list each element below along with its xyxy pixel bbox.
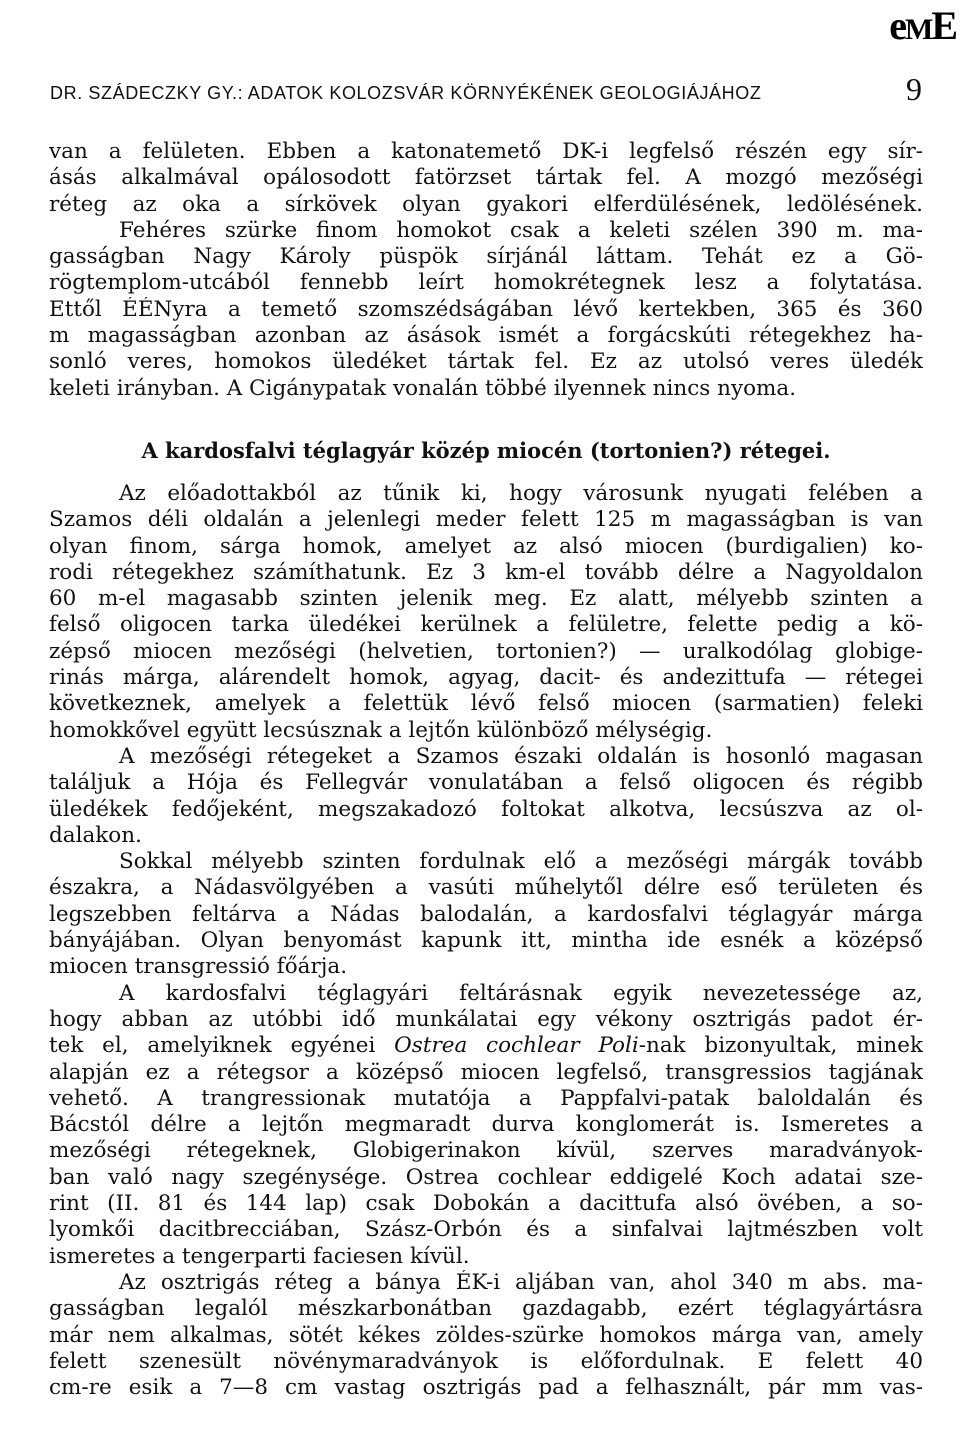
text-line: rinás márga, alárendelt homok, agyag, dacit- és andezittufa — rétegei (49, 665, 923, 691)
body-text-main (49, 481, 923, 1401)
text-line: van a felületen. Ebben a katonatemető DK-i legfelső részén egy sír- (49, 139, 923, 164)
text-line: dalakon. (49, 822, 142, 848)
text-line: hogy abban az utóbbi idő munkálatai egy vékony osztrigás padot ér- (49, 1006, 923, 1032)
text-line: mezőségi rétegeknek, Globigerinakon kívül, szerves maradványok- (49, 1138, 923, 1164)
text-line: ásás alkalmával opálosodott fatörzset tártak fel. A mozgó mezőségi (49, 165, 923, 191)
text-line: már nem alkalmas, sötét kékes zöldes-szürke homokos márga van, amely (49, 1322, 923, 1348)
text-line: réteg az oka a sírkövek olyan gyakori elferdülésének, ledölésének. (49, 191, 923, 217)
text-line: következnek, amelyek a felettük lévő felső miocen (sarmatien) feleki (49, 691, 923, 717)
text-line: olyan finom, sárga homok, amelyet az alsó miocen (burdigalien) ko- (49, 533, 923, 559)
text-line: keleti irányban. A Cigánypatak vonalán többé ilyennek nincs nyoma. (49, 375, 797, 401)
text-line: Sokkal mélyebb szinten fordulnak elő a mezőségi márgák tovább (119, 849, 923, 875)
text-line: felső oligocen tarka üledékei kerülnek a felületre, felette pedig a kö- (49, 612, 923, 638)
text-line: találjuk a Hója és Fellegvár vonulatában a felső oligocen és régibb (49, 770, 923, 796)
text-line: északra, a Nádasvölgyében a vasúti műhelytől délre eső területen és (49, 875, 923, 901)
text-line: rodi rétegekhez számíthatunk. Ez 3 km-el tovább délre a Nagyoldalon (49, 559, 923, 585)
text-line: bányájában. Olyan benyomást kapunk itt, mintha ide esnék a középső (49, 928, 923, 954)
text-line: Az előadottakból az tűnik ki, hogy városunk nyugati felében a (119, 481, 923, 506)
species-name: Ostrea cochlear Poli (394, 1033, 639, 1059)
text-line: homokkővel együtt lecsúsznak a lejtőn különböző mélységig. (49, 717, 713, 743)
text-line: Fehéres szürke finom homokot csak a keleti szélen 390 m. ma- (119, 217, 923, 243)
section-heading: A kardosfalvi téglagyár közép miocén (tortonien?) rétegei. (141, 438, 831, 463)
text-line: Az osztrigás réteg a bánya ÉK-i aljában van, ahol 340 m abs. ma- (119, 1269, 923, 1295)
text-line: üledékek fedőjeként, megszakadozó foltokat alkotva, lecsúszva az ol- (49, 796, 923, 822)
text-line: Szamos déli oldalán a jelenlegi meder felett 125 m magasságban is van (49, 507, 923, 533)
text-line: cm-re esik a 7—8 cm vastag osztrigás pad a felhasznált, pár mm vas- (49, 1375, 923, 1401)
text-line: ismeretes a tengerparti faciesen kívül. (49, 1243, 470, 1269)
publisher-logo: eME (889, 3, 956, 48)
running-header (50, 71, 922, 107)
running-title: DR. SZÁDECZKY GY.: ADATOK KOLOZSVÁR KÖRNYÉKÉNEK GEOLOGIÁJÁHOZ (50, 83, 762, 103)
text-line: legszebben feltárva a Nádas balodalán, a kardosfalvi téglagyár márga (49, 901, 923, 927)
text-line: rögtemplom-utcából fennebb leírt homokrétegnek lesz a folytatása. (49, 270, 923, 296)
text-line: lyomkői dacitbrecciában, Szász-Orbón és a sinfalvai lajtmészben volt (49, 1217, 923, 1243)
text-line: alapján ez a rétegsor a középső miocen legfelső, transgressios tagjának (49, 1059, 923, 1085)
text-line: Bácstól délre a lejtőn megmaradt durva konglomerát is. Ismeretes a (49, 1112, 923, 1138)
text-line: tek el, amelyiknek egyénei Ostrea cochlear Poli-nak bizonyultak, minek (49, 1033, 923, 1059)
text-line: Ettől ÉÉNyra a temető szomszédságában lévő kertekben, 365 és 360 (49, 296, 923, 322)
text-line: 60 m-el magasabb szinten jelenik meg. Ez alatt, mélyebb szinten a (49, 586, 923, 612)
text-line: m magasságban azonban az ásások ismét a forgácskúti rétegekhez ha- (49, 323, 923, 349)
page-number: 9 (906, 71, 922, 107)
text-line: A mezőségi rétegeket a Szamos északi oldalán is hosonló magasan (119, 743, 923, 769)
text-line: sonló veres, homokos üledéket tártak fel. Ez az utolsó veres üledék (49, 349, 923, 375)
text-line: rint (II. 81 és 144 lap) csak Dobokán a dacittufa alsó övében, a so- (49, 1191, 923, 1217)
text-line: gasságban legalól mészkarbonátban gazdagabb, ezért téglagyártásra (49, 1296, 923, 1322)
text-line: gasságban Nagy Károly püspök sírjánál láttam. Tehát ez a Gö- (49, 244, 923, 270)
text-line: vehető. A trangressionak mutatója a Pappfalvi-patak baloldalán és (49, 1085, 923, 1111)
text-line: A kardosfalvi téglagyári feltárásnak egyik nevezetessége az, (119, 980, 923, 1006)
text-line: ban való nagy szegénysége. Ostrea cochlear eddigelé Koch adatai sze- (49, 1164, 923, 1190)
body-text-top (49, 139, 923, 402)
text-line: miocen transgressió főárja. (49, 954, 348, 980)
text-line: felett szenesült növénymaradványok is előfordulnak. E felett 40 (49, 1348, 923, 1374)
text-line: zépső miocen mezőségi (helvetien, tortonien?) — uralkodólag globige- (49, 638, 923, 664)
